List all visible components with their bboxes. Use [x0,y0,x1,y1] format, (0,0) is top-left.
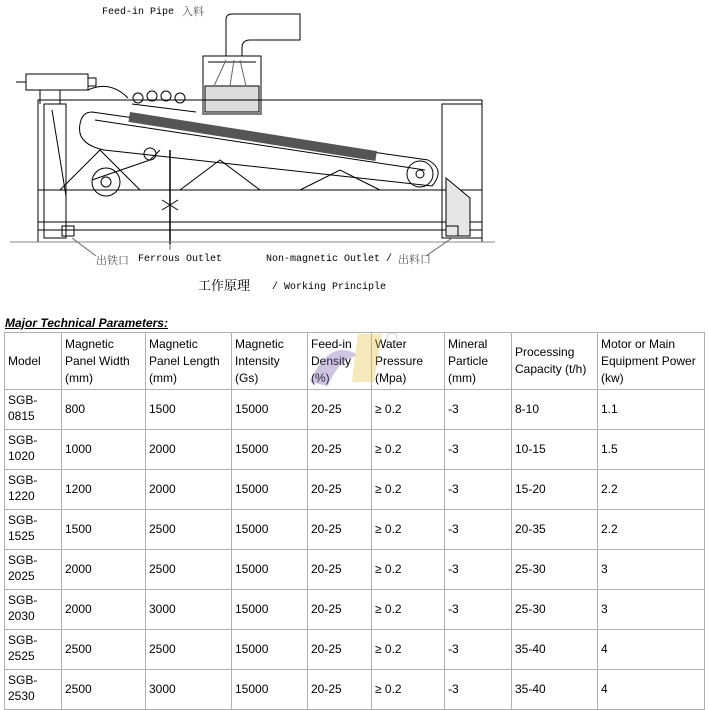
cell-water-pressure: ≥ 0.2 [372,430,445,470]
cell-mineral-particle: -3 [445,390,512,430]
cell-magnetic-intensity: 15000 [232,470,308,510]
cell-mineral-particle: -3 [445,550,512,590]
header-magnetic-intensity: Magnetic Intensity (Gs) [232,333,308,390]
cell-water-pressure: ≥ 0.2 [372,670,445,710]
cell-feed-density: 20-25 [308,550,372,590]
cell-panel-width: 2500 [62,670,146,710]
cell-magnetic-intensity: 15000 [232,390,308,430]
header-motor-power: Motor or Main Equipment Power (kw) [598,333,705,390]
cell-panel-length: 2000 [146,470,232,510]
cell-panel-width: 800 [62,390,146,430]
nonmagnetic-outlet-cn-label: 出料口 [398,253,431,266]
table-row [5,670,705,710]
cell-feed-density: 20-25 [308,470,372,510]
cell-panel-length: 2500 [146,630,232,670]
cell-water-pressure: ≥ 0.2 [372,390,445,430]
cell-magnetic-intensity: 15000 [232,590,308,630]
cell-model: SGB-1020 [5,430,62,470]
cell-panel-width: 2500 [62,630,146,670]
cell-panel-width: 2000 [62,590,146,630]
header-feed-density: Feed-in Density (%) [308,333,372,390]
nonmagnetic-outlet-label: Non-magnetic Outlet / [266,254,393,265]
cell-magnetic-intensity: 15000 [232,510,308,550]
caption-cn: 工作原理 [198,279,251,294]
feed-pipe-cn-label: 入料 [182,5,204,18]
cell-mineral-particle: -3 [445,630,512,670]
cell-magnetic-intensity: 15000 [232,670,308,710]
cell-water-pressure: ≥ 0.2 [372,510,445,550]
cell-feed-density: 20-25 [308,670,372,710]
cell-processing-capacity: 25-30 [512,590,598,630]
section-title: Major Technical Parameters: [5,316,168,330]
cell-processing-capacity: 15-20 [512,470,598,510]
caption-en: / Working Principle [272,282,387,293]
cell-model: SGB-1220 [5,470,62,510]
cell-panel-length: 3000 [146,670,232,710]
cell-processing-capacity: 20-35 [512,510,598,550]
cell-panel-width: 1500 [62,510,146,550]
header-model: Model [5,333,62,390]
cell-feed-density: 20-25 [308,590,372,630]
table-row [5,510,705,550]
feed-pipe-label: Feed-in Pipe [102,7,175,18]
cell-water-pressure: ≥ 0.2 [372,550,445,590]
table-row [5,590,705,630]
cell-panel-length: 1500 [146,390,232,430]
cell-motor-power: 4 [598,630,705,670]
cell-motor-power: 1.1 [598,390,705,430]
cell-feed-density: 20-25 [308,510,372,550]
table-header-row [5,333,705,390]
cell-processing-capacity: 10-15 [512,430,598,470]
cell-feed-density: 20-25 [308,430,372,470]
cell-motor-power: 2.2 [598,470,705,510]
cell-processing-capacity: 35-40 [512,670,598,710]
header-processing-capacity: Processing Capacity (t/h) [512,333,598,390]
cell-mineral-particle: -3 [445,670,512,710]
table-row [5,630,705,670]
cell-motor-power: 3 [598,590,705,630]
cell-motor-power: 1.5 [598,430,705,470]
cell-magnetic-intensity: 15000 [232,550,308,590]
cell-panel-length: 2000 [146,430,232,470]
cell-panel-length: 2500 [146,550,232,590]
cell-panel-width: 1000 [62,430,146,470]
conveyor-belt [80,112,439,186]
cell-feed-density: 20-25 [308,390,372,430]
cell-mineral-particle: -3 [445,510,512,550]
ferrous-outlet-cn-label: 出铁口 [96,254,129,267]
table-row [5,470,705,510]
cell-model: SGB-2530 [5,670,62,710]
header-mineral-particle: Mineral Particle (mm) [445,333,512,390]
cell-panel-width: 1200 [62,470,146,510]
cell-motor-power: 3 [598,550,705,590]
cell-magnetic-intensity: 15000 [232,630,308,670]
tail-pulley [407,161,433,187]
motor-box [26,74,88,90]
working-principle-diagram [0,0,708,305]
cell-model: SGB-0815 [5,390,62,430]
cell-model: SGB-1525 [5,510,62,550]
cell-water-pressure: ≥ 0.2 [372,470,445,510]
table-row [5,390,705,430]
feed-pipe [226,14,300,56]
cell-feed-density: 20-25 [308,630,372,670]
cell-water-pressure: ≥ 0.2 [372,630,445,670]
cell-motor-power: 4 [598,670,705,710]
cell-mineral-particle: -3 [445,590,512,630]
cell-water-pressure: ≥ 0.2 [372,590,445,630]
cell-mineral-particle: -3 [445,430,512,470]
cell-model: SGB-2525 [5,630,62,670]
technical-parameters-table [4,332,705,710]
cell-processing-capacity: 35-40 [512,630,598,670]
cell-model: SGB-2030 [5,590,62,630]
header-water-pressure: Water Pressure (Mpa) [372,333,445,390]
cell-panel-length: 3000 [146,590,232,630]
header-panel-length: Magnetic Panel Length (mm) [146,333,232,390]
cell-processing-capacity: 25-30 [512,550,598,590]
cell-mineral-particle: -3 [445,470,512,510]
cell-model: SGB-2025 [5,550,62,590]
water-nozzles [132,91,196,112]
table-row [5,550,705,590]
cell-processing-capacity: 8-10 [512,390,598,430]
cell-motor-power: 2.2 [598,510,705,550]
cell-magnetic-intensity: 15000 [232,430,308,470]
ferrous-outlet-label: Ferrous Outlet [138,254,223,265]
table-row [5,430,705,470]
cell-panel-length: 2500 [146,510,232,550]
header-panel-width: Magnetic Panel Width (mm) [62,333,146,390]
cell-panel-width: 2000 [62,550,146,590]
